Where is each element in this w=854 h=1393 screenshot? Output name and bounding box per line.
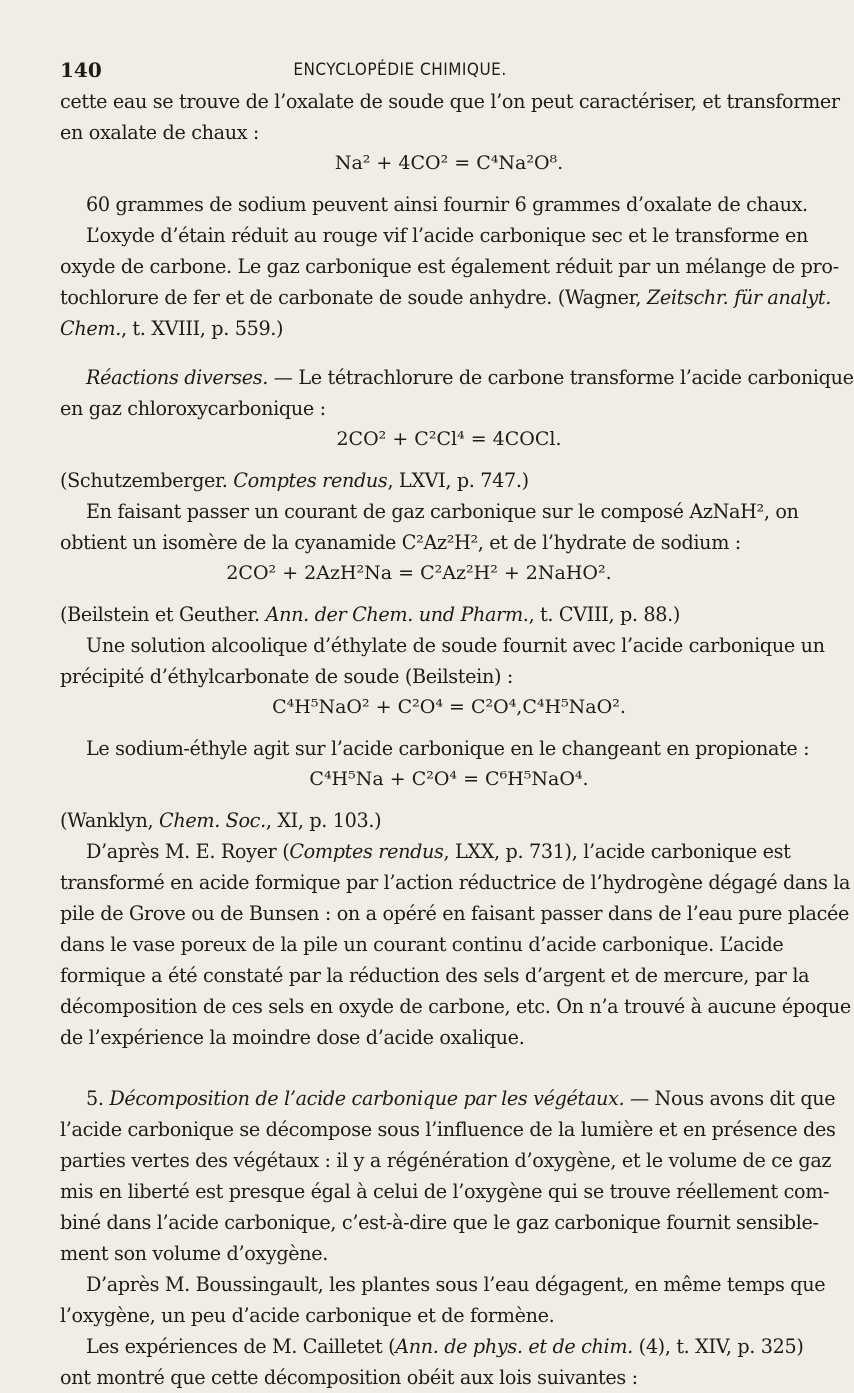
text-line: en gaz chloroxycarbonique :	[60, 397, 326, 420]
text-line: ment son volume d’oxygène.	[60, 1242, 329, 1265]
text-line: l’oxygène, un peu d’acide carbonique et de formène.	[60, 1304, 555, 1327]
citation-title: Comptes rendus	[233, 469, 388, 492]
text-line: biné dans l’acide carbonique, c’est-à-dire que le gaz carbonique fournit sensible-	[60, 1211, 819, 1234]
text-line: D’après M. E. Royer (Comptes rendus, LXX, p. 731), l’acide carbonique est	[86, 840, 791, 863]
text-line: parties vertes des végétaux : il y a régénération d’oxygène, et le volume de ce gaz	[60, 1149, 832, 1172]
text-line: Une solution alcoolique d’éthylate de soude fournit avec l’acide carbonique un	[86, 634, 825, 657]
equation-ethylcarbonate: C⁴H⁵NaO² + C²O⁴ = C²O⁴,C⁴H⁵NaO².	[272, 696, 626, 718]
text-line: (Beilstein et Geuther. Ann. der Chem. und Pharm., t. CVIII, p. 88.)	[60, 603, 680, 626]
page-header	[0, 52, 800, 84]
citation-title: Chem.	[60, 317, 121, 340]
page-number: 140	[60, 58, 102, 82]
text-line: oxyde de carbone. Le gaz carbonique est également réduit par un mélange de pro-	[60, 255, 839, 278]
section-heading: Réactions diverses.	[86, 366, 268, 389]
text-line: (Wanklyn, Chem. Soc., XI, p. 103.)	[60, 809, 382, 832]
text-line: Chem., t. XVIII, p. 559.)	[60, 317, 284, 340]
equation-cyanamide: 2CO² + 2AzH²Na = C²Az²H² + 2NaHO².	[226, 562, 612, 584]
section-reactions-diverses: Réactions diverses. — Le tétrachlorure de carbone transforme l’acide carbonique	[86, 366, 854, 389]
page-body	[60, 86, 854, 1393]
text-line: L’oxyde d’étain réduit au rouge vif l’acide carbonique sec et le transforme en	[86, 224, 808, 247]
citation-title: Zeitschr. für analyt.	[646, 286, 832, 309]
equation-propionate: C⁴H⁵Na + C²O⁴ = C⁶H⁵NaO⁴.	[309, 768, 589, 790]
equation-oxalate: Na² + 4CO² = C⁴Na²O⁸.	[334, 152, 564, 174]
text-line: Le sodium-éthyle agit sur l’acide carbonique en le changeant en propionate :	[86, 737, 810, 760]
section-decomposition-vegetaux: 5. Décomposition de l’acide carbonique par les végétaux. — Nous avons dit que	[86, 1087, 836, 1110]
text-line: obtient un isomère de la cyanamide C²Az²H², et de l’hydrate de sodium :	[60, 531, 741, 554]
text-line: En faisant passer un courant de gaz carbonique sur le composé AzNaH², on	[86, 500, 799, 523]
text-line: précipité d’éthylcarbonate de soude (Beilstein) :	[60, 665, 513, 688]
citation-title: Comptes rendus	[289, 840, 444, 863]
citation-title: Chem. Soc.	[159, 809, 266, 832]
text-line: D’après M. Boussingault, les plantes sous l’eau dégagent, en même temps que	[86, 1273, 826, 1296]
section-heading: Décomposition de l’acide carbonique par les végétaux.	[109, 1087, 625, 1110]
citation-title: Ann. de phys. et de chim.	[395, 1335, 633, 1358]
text-line: de l’expérience la moindre dose d’acide oxalique.	[60, 1026, 525, 1049]
text-line: ont montré que cette décomposition obéit aux lois suivantes :	[60, 1366, 638, 1389]
text-line: tochlorure de fer et de carbonate de soude anhydre. (Wagner, Zeitschr. für analyt.	[60, 286, 832, 309]
text-line: Les expériences de M. Cailletet (Ann. de phys. et de chim. (4), t. XIV, p. 325)	[86, 1335, 804, 1358]
running-title: ENCYCLOPÉDIE CHIMIQUE.	[293, 60, 507, 80]
text-line: 60 grammes de sodium peuvent ainsi fournir 6 grammes d’oxalate de chaux.	[86, 193, 808, 216]
text-line: mis en liberté est presque égal à celui de l’oxygène qui se trouve réellement com-	[60, 1180, 830, 1203]
text-line: (Schutzemberger. Comptes rendus, LXVI, p. 747.)	[60, 469, 529, 492]
text-line: l’acide carbonique se décompose sous l’influence de la lumière et en présence des	[60, 1118, 836, 1141]
text-line: en oxalate de chaux :	[60, 121, 260, 144]
text-line: dans le vase poreux de la pile un courant continu d’acide carbonique. L’acide	[60, 933, 784, 956]
equation-chloroxycarbonique: 2CO² + C²Cl⁴ = 4COCl.	[336, 428, 562, 450]
text-line: formique a été constaté par la réduction des sels d’argent et de mercure, par la	[60, 964, 810, 987]
text-line: décomposition de ces sels en oxyde de carbone, etc. On n’a trouvé à aucune époque	[60, 995, 851, 1018]
citation-title: Ann. der Chem. und Pharm.	[265, 603, 529, 626]
text-line: cette eau se trouve de l’oxalate de soude que l’on peut caractériser, et transformer	[60, 90, 840, 113]
text-line: transformé en acide formique par l’action réductrice de l’hydrogène dégagé dans la	[60, 871, 851, 894]
text-line: pile de Grove ou de Bunsen : on a opéré en faisant passer dans de l’eau pure placée	[60, 902, 850, 925]
